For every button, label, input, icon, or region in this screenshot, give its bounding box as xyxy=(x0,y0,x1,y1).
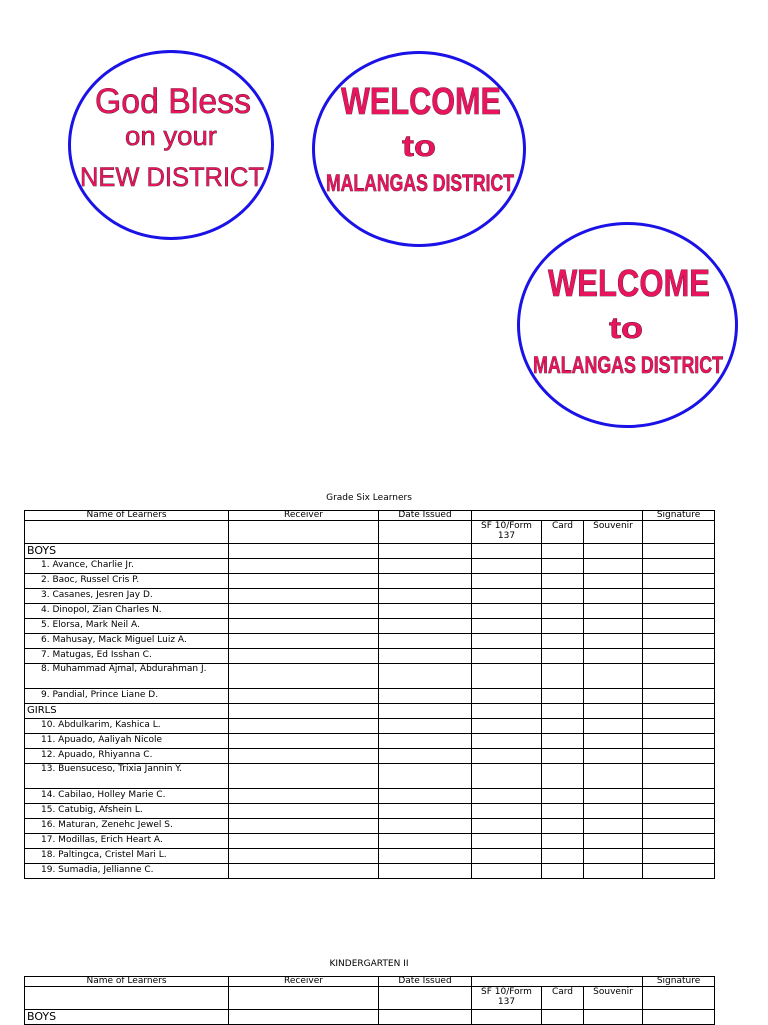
cell xyxy=(379,849,472,864)
learner-name: 15. Catubig, Afshein L. xyxy=(25,804,229,819)
learner-row xyxy=(25,664,715,689)
cell xyxy=(643,574,715,589)
col-header-souvenir: Souvenir xyxy=(584,987,643,1010)
welcome-badge-1-art xyxy=(315,54,523,244)
learner-name: 7. Matugas, Ed Isshan C. xyxy=(25,649,229,664)
learner-row xyxy=(25,634,715,649)
badge-line: MALANGAS DISTRICT xyxy=(326,170,515,197)
col-header-name: Name of Learners xyxy=(25,511,229,521)
cell xyxy=(229,619,379,634)
cell xyxy=(542,1010,584,1025)
cell xyxy=(229,689,379,704)
learner-row xyxy=(25,619,715,634)
cell xyxy=(643,734,715,749)
cell xyxy=(379,734,472,749)
cell xyxy=(643,704,715,719)
grade-six-title: Grade Six Learners xyxy=(326,493,412,503)
cell xyxy=(542,749,584,764)
group-label: BOYS xyxy=(25,1010,229,1025)
badge-line: MALANGAS DISTRICT xyxy=(533,352,724,379)
cell xyxy=(229,834,379,849)
cell xyxy=(584,804,643,819)
learner-name: 18. Paltingca, Cristel Mari L. xyxy=(25,849,229,864)
cell xyxy=(472,589,542,604)
cell xyxy=(379,619,472,634)
cell xyxy=(229,864,379,879)
badge-line: on your xyxy=(125,121,218,151)
welcome-badge-2 xyxy=(517,222,738,428)
group-label: BOYS xyxy=(25,544,229,559)
group-row-boys xyxy=(25,1010,715,1025)
cell xyxy=(584,664,643,689)
cell xyxy=(379,704,472,719)
cell xyxy=(542,559,584,574)
cell xyxy=(643,664,715,689)
learner-name: 5. Elorsa, Mark Neil A. xyxy=(25,619,229,634)
cell xyxy=(643,559,715,574)
cell xyxy=(472,704,542,719)
cell xyxy=(229,559,379,574)
cell xyxy=(584,649,643,664)
cell xyxy=(584,749,643,764)
god-bless-badge-art xyxy=(71,53,271,237)
badge-line: WELCOME xyxy=(341,81,501,123)
cell xyxy=(643,544,715,559)
cell xyxy=(379,987,472,1010)
learner-row xyxy=(25,719,715,734)
learner-row xyxy=(25,864,715,879)
badge-line: to xyxy=(402,130,436,163)
badge-line: God Bless xyxy=(95,82,251,121)
cell xyxy=(643,649,715,664)
learner-row xyxy=(25,689,715,704)
cell xyxy=(25,987,229,1010)
cell xyxy=(472,819,542,834)
cell xyxy=(379,649,472,664)
badge-line: to xyxy=(609,312,643,345)
col-header-blank xyxy=(472,977,643,987)
cell xyxy=(542,634,584,649)
welcome-badge-2-art xyxy=(520,225,735,425)
col-header-sf10: SF 10/Form 137 xyxy=(472,521,542,544)
learner-row xyxy=(25,789,715,804)
learner-name: 1. Avance, Charlie Jr. xyxy=(25,559,229,574)
cell xyxy=(643,749,715,764)
learner-row xyxy=(25,849,715,864)
cell xyxy=(584,819,643,834)
cell xyxy=(379,689,472,704)
learner-row xyxy=(25,604,715,619)
cell xyxy=(542,849,584,864)
cell xyxy=(229,987,379,1010)
cell xyxy=(472,789,542,804)
cell xyxy=(472,764,542,789)
cell xyxy=(584,574,643,589)
col-header-signature: Signature xyxy=(643,511,715,521)
cell xyxy=(584,544,643,559)
cell xyxy=(229,804,379,819)
group-row xyxy=(25,704,715,719)
cell xyxy=(229,734,379,749)
kindergarten-table xyxy=(24,976,715,1025)
cell xyxy=(584,789,643,804)
cell xyxy=(643,819,715,834)
cell xyxy=(643,634,715,649)
cell xyxy=(229,789,379,804)
cell xyxy=(584,849,643,864)
cell xyxy=(643,987,715,1010)
cell xyxy=(379,604,472,619)
cell xyxy=(643,589,715,604)
cell xyxy=(229,574,379,589)
cell xyxy=(542,764,584,789)
learner-name: 6. Mahusay, Mack Miguel Luiz A. xyxy=(25,634,229,649)
cell xyxy=(379,574,472,589)
learner-name: 13. Buensuceso, Trixia Jannin Y. xyxy=(25,764,229,789)
group-row xyxy=(25,544,715,559)
cell xyxy=(229,589,379,604)
cell xyxy=(472,719,542,734)
learner-name: 11. Apuado, Aaliyah Nicole xyxy=(25,734,229,749)
learner-row xyxy=(25,834,715,849)
cell xyxy=(542,544,584,559)
cell xyxy=(584,764,643,789)
table-header-row xyxy=(25,511,715,521)
cell xyxy=(584,604,643,619)
cell xyxy=(379,764,472,789)
learner-row xyxy=(25,804,715,819)
cell xyxy=(379,589,472,604)
cell xyxy=(379,864,472,879)
cell xyxy=(542,804,584,819)
col-header-card: Card xyxy=(542,521,584,544)
cell xyxy=(542,649,584,664)
cell xyxy=(584,619,643,634)
cell xyxy=(472,544,542,559)
cell xyxy=(379,544,472,559)
cell xyxy=(229,604,379,619)
col-header-souvenir: Souvenir xyxy=(584,521,643,544)
cell xyxy=(229,764,379,789)
cell xyxy=(229,1010,379,1025)
cell xyxy=(643,619,715,634)
cell xyxy=(472,689,542,704)
cell xyxy=(472,804,542,819)
cell xyxy=(542,689,584,704)
cell xyxy=(472,834,542,849)
cell xyxy=(542,619,584,634)
cell xyxy=(229,649,379,664)
cell xyxy=(643,689,715,704)
cell xyxy=(472,559,542,574)
cell xyxy=(379,1010,472,1025)
cell xyxy=(379,749,472,764)
cell xyxy=(472,649,542,664)
cell xyxy=(472,664,542,689)
cell xyxy=(542,604,584,619)
cell xyxy=(542,704,584,719)
cell xyxy=(542,589,584,604)
cell xyxy=(379,664,472,689)
cell xyxy=(229,704,379,719)
col-header-card: Card xyxy=(542,987,584,1010)
learner-row xyxy=(25,764,715,789)
learner-name: 8. Muhammad Ajmal, Abdurahman J. xyxy=(25,664,229,689)
cell xyxy=(584,559,643,574)
learner-row xyxy=(25,649,715,664)
cell xyxy=(472,604,542,619)
cell xyxy=(643,804,715,819)
learner-row xyxy=(25,749,715,764)
cell xyxy=(643,719,715,734)
cell xyxy=(542,734,584,749)
cell xyxy=(542,834,584,849)
learner-name: 10. Abdulkarim, Kashica L. xyxy=(25,719,229,734)
col-header-name: Name of Learners xyxy=(25,977,229,987)
cell xyxy=(472,574,542,589)
learner-name: 3. Casanes, Jesren Jay D. xyxy=(25,589,229,604)
cell xyxy=(584,589,643,604)
kindergarten-title: KINDERGARTEN II xyxy=(329,959,409,969)
cell xyxy=(542,664,584,689)
cell xyxy=(643,834,715,849)
cell xyxy=(643,864,715,879)
cell xyxy=(472,734,542,749)
learner-name: 4. Dinopol, Zian Charles N. xyxy=(25,604,229,619)
cell xyxy=(229,849,379,864)
table-header-row xyxy=(25,977,715,987)
cell xyxy=(643,764,715,789)
learner-row xyxy=(25,734,715,749)
col-header-signature: Signature xyxy=(643,977,715,987)
learner-row xyxy=(25,574,715,589)
badge-line: WELCOME xyxy=(548,263,710,305)
learner-row xyxy=(25,589,715,604)
learner-name: 19. Sumadia, Jellianne C. xyxy=(25,864,229,879)
col-header-blank xyxy=(472,511,643,521)
cell xyxy=(542,864,584,879)
table-subheader-row xyxy=(25,521,715,544)
cell xyxy=(472,619,542,634)
learner-row xyxy=(25,559,715,574)
cell xyxy=(229,521,379,544)
cell xyxy=(472,849,542,864)
cell xyxy=(229,664,379,689)
cell xyxy=(643,849,715,864)
cell xyxy=(584,734,643,749)
cell xyxy=(542,574,584,589)
cell xyxy=(379,634,472,649)
cell xyxy=(542,819,584,834)
cell xyxy=(584,719,643,734)
learner-name: 16. Maturan, Zenehc Jewel S. xyxy=(25,819,229,834)
cell xyxy=(379,834,472,849)
col-header-date: Date Issued xyxy=(379,977,472,987)
cell xyxy=(229,634,379,649)
cell xyxy=(584,1010,643,1025)
cell xyxy=(643,1010,715,1025)
cell xyxy=(472,1010,542,1025)
learner-name: 17. Modillas, Erich Heart A. xyxy=(25,834,229,849)
cell xyxy=(379,521,472,544)
cell xyxy=(643,521,715,544)
table-subheader-row xyxy=(25,987,715,1010)
cell xyxy=(379,789,472,804)
learner-row xyxy=(25,819,715,834)
cell xyxy=(584,864,643,879)
cell xyxy=(643,789,715,804)
cell xyxy=(472,749,542,764)
badge-line: NEW DISTRICT xyxy=(80,162,264,192)
learner-name: 14. Cabilao, Holley Marie C. xyxy=(25,789,229,804)
group-label: GIRLS xyxy=(25,704,229,719)
cell xyxy=(584,634,643,649)
learner-name: 12. Apuado, Rhiyanna C. xyxy=(25,749,229,764)
grade-six-table xyxy=(24,510,715,879)
learner-name: 9. Pandial, Prince Liane D. xyxy=(25,689,229,704)
cell xyxy=(229,819,379,834)
cell xyxy=(472,864,542,879)
col-header-sf10: SF 10/Form 137 xyxy=(472,987,542,1010)
col-header-date: Date Issued xyxy=(379,511,472,521)
col-header-receiver: Receiver xyxy=(229,511,379,521)
cell xyxy=(584,834,643,849)
cell xyxy=(542,789,584,804)
cell xyxy=(472,634,542,649)
god-bless-badge xyxy=(68,50,274,240)
cell xyxy=(379,819,472,834)
cell xyxy=(584,689,643,704)
cell xyxy=(379,559,472,574)
cell xyxy=(229,749,379,764)
cell xyxy=(542,719,584,734)
cell xyxy=(584,704,643,719)
learner-name: 2. Baoc, Russel Cris P. xyxy=(25,574,229,589)
cell xyxy=(643,604,715,619)
cell xyxy=(229,719,379,734)
cell xyxy=(379,804,472,819)
cell xyxy=(229,544,379,559)
welcome-badge-1 xyxy=(312,51,526,247)
col-header-receiver: Receiver xyxy=(229,977,379,987)
cell xyxy=(25,521,229,544)
cell xyxy=(379,719,472,734)
